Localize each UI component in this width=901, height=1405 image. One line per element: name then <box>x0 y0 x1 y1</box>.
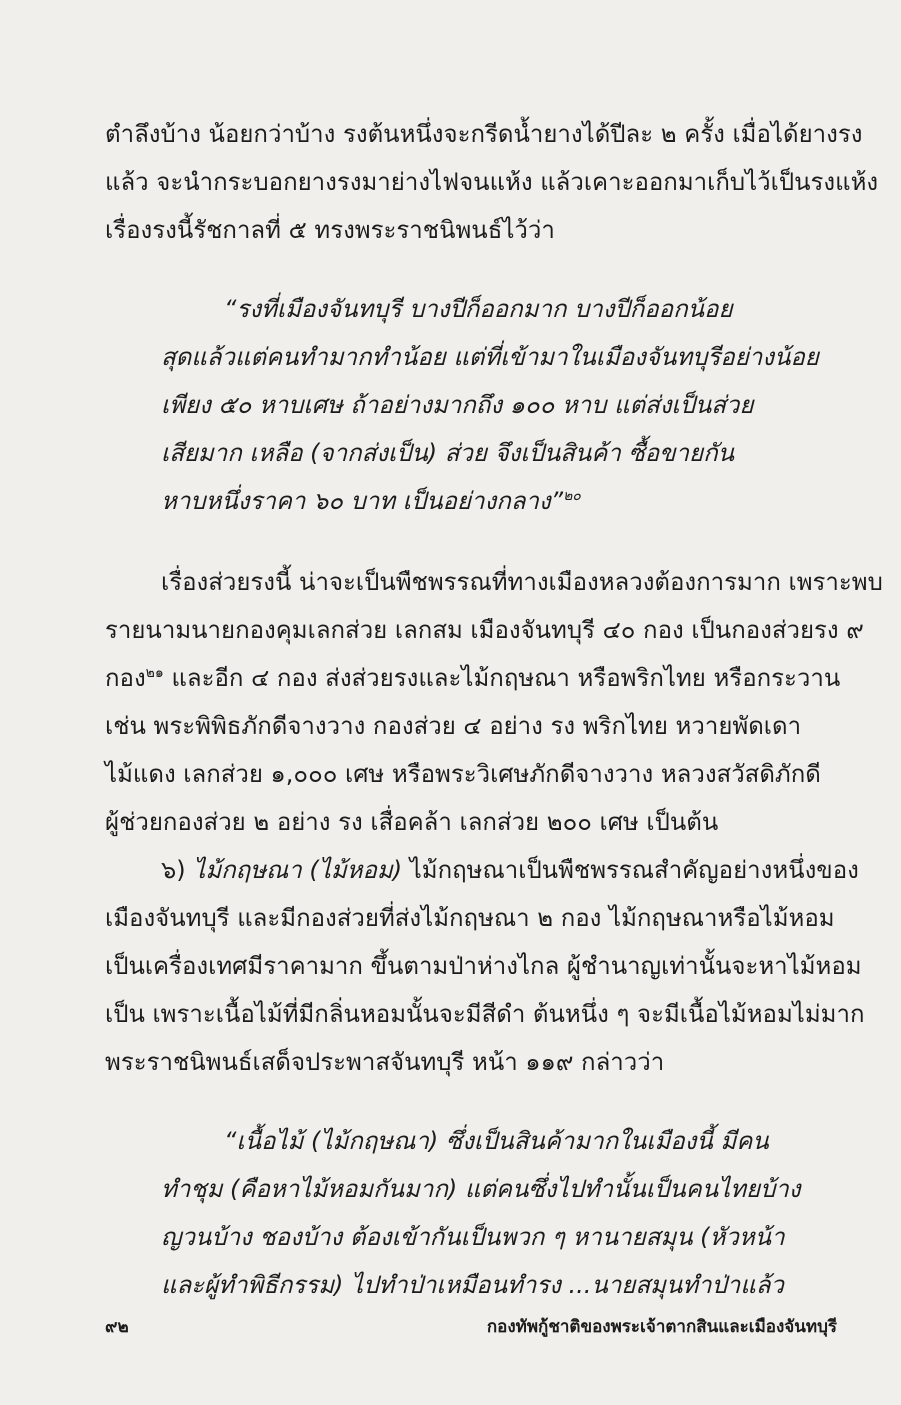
quote-2-line-2: ทำชุม (คือหาไม้หอมกันมาก) แต่คนซึ่งไปทำนั้นเป็นคนไทยบ้าง <box>161 1175 801 1203</box>
section-heading-agarwood <box>161 853 859 887</box>
paragraph-3-line-2: เป็นเครื่องเทศมีราคามาก ขึ้นตามป่าห่างไกล ผู้ชำนาญเท่านั้นจะหาไม้หอม <box>105 952 862 980</box>
paragraph-3-line-4: พระราชนิพนธ์เสด็จประพาสจันทบุรี หน้า ๑๑๙ กล่าวว่า <box>105 1048 665 1076</box>
section-number: ๖) <box>161 856 186 884</box>
footnote-ref-20[interactable]: ๒๐ <box>563 488 581 504</box>
paragraph-1-line-1: ตำลึงบ้าง น้อยกว่าบ้าง รงต้นหนึ่งจะกรีดน้ำยางได้ปีละ ๒ ครั้ง เมื่อได้ยางรง <box>105 120 863 148</box>
paragraph-2-line-3-prefix: กอง <box>105 664 146 692</box>
quote-2-line-1: “เนื้อไม้ (ไม้กฤษณา) ซึ่งเป็นสินค้ามากในเมืองนี้ มีคน <box>224 1127 769 1155</box>
paragraph-3-line-1: เมืองจันทบุรี และมีกองส่วยที่ส่งไม้กฤษณา ๒ กอง ไม้กฤษณาหรือไม้หอม <box>105 904 835 932</box>
page-number: ๙๒ <box>105 1317 129 1337</box>
paragraph-2-line-5: ไม้แดง เลกส่วย ๑,๐๐๐ เศษ หรือพระวิเศษภักดีจางวาง หลวงสวัสดิภักดี <box>105 760 821 788</box>
quote-1-line-1: “รงที่เมืองจันทบุรี บางปีก็ออกมาก บางปีก็ออกน้อย <box>224 295 733 323</box>
paragraph-2-line-3-text: และอีก ๔ กอง ส่งส่วยรงและไม้กฤษณา หรือพริกไทย หรือกระวาน <box>171 664 841 692</box>
running-title: กองทัพกู้ชาติของพระเจ้าตากสินและเมืองจันทบุรี <box>486 1317 837 1337</box>
quote-1-line-5 <box>161 484 581 518</box>
paragraph-2-line-2: รายนามนายกองคุมเลกส่วย เลกสม เมืองจันทบุรี ๔๐ กอง เป็นกองส่วยรง ๙ <box>105 616 864 644</box>
quote-1-line-4: เสียมาก เหลือ (จากส่งเป็น) ส่วย จึงเป็นสินค้า ซื้อขายกัน <box>161 439 735 467</box>
footnote-ref-21[interactable]: ๒๑ <box>145 665 164 681</box>
quote-2-line-4: และผู้ทำพิธีกรรม) ไปทำป่าเหมือนทำรง ...นายสมุนทำป่าแล้ว <box>161 1271 784 1299</box>
quote-1-line-3: เพียง ๕๐ หาบเศษ ถ้าอย่างมากถึง ๑๐๐ หาบ แต่ส่งเป็นส่วย <box>161 391 754 419</box>
quote-2-line-3: ญวนบ้าง ชองบ้าง ต้องเข้ากันเป็นพวก ๆ หานายสมุน (หัวหน้า <box>161 1223 785 1251</box>
quote-1-line-2: สุดแล้วแต่คนทำมากทำน้อย แต่ที่เข้ามาในเมืองจันทบุรีอย่างน้อย <box>161 343 819 371</box>
paragraph-1-line-2: แล้ว จะนำกระบอกยางรงมาย่างไฟจนแห้ง แล้วเคาะออกมาเก็บไว้เป็นรงแห้ง <box>105 168 879 196</box>
paragraph-2-line-4: เช่น พระพิพิธภักดีจางวาง กองส่วย ๔ อย่าง รง พริกไทย หวายพัดเดา <box>105 712 802 740</box>
paragraph-3-line-3: เป็น เพราะเนื้อไม้ที่มีกลิ่นหอมนั้นจะมีสีดำ ต้นหนึ่ง ๆ จะมีเนื้อไม้หอมไม่มาก <box>105 1000 865 1028</box>
section-heading-rest: ไม้กฤษณาเป็นพืชพรรณสำคัญอย่างหนึ่งของ <box>409 856 859 884</box>
section-title: ไม้กฤษณา (ไม้หอม) <box>193 856 403 884</box>
paragraph-2-line-3 <box>105 661 840 695</box>
paragraph-2-line-1: เรื่องส่วยรงนี้ น่าจะเป็นพืชพรรณที่ทางเมืองหลวงต้องการมาก เพราะพบ <box>161 568 883 596</box>
quote-1-line-5-text: หาบหนึ่งราคา ๖๐ บาท เป็นอย่างกลาง” <box>161 487 564 515</box>
paragraph-1-line-3: เรื่องรงนี้รัชกาลที่ ๕ ทรงพระราชนิพนธ์ไว้ว่า <box>105 216 555 244</box>
paragraph-2-line-6: ผู้ช่วยกองส่วย ๒ อย่าง รง เสื่อคล้า เลกส่วย ๒๐๐ เศษ เป็นต้น <box>105 808 719 836</box>
